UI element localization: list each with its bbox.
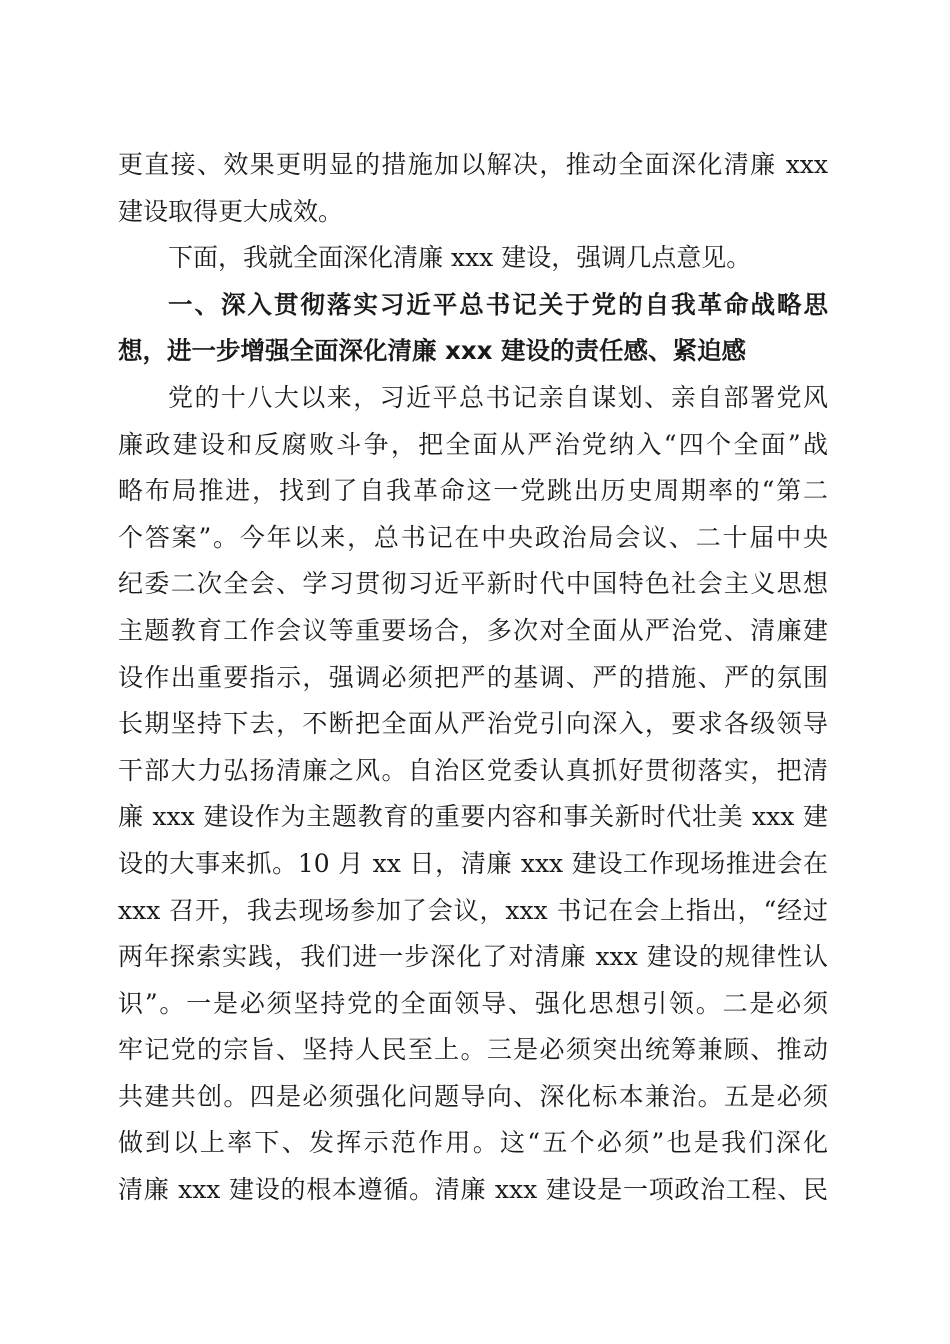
section-heading-1 [118, 282, 828, 375]
text-line: 主题教育工作会议等重要场合，多次对全面从严治党、清廉建 [118, 615, 828, 645]
text-line: 牢记党的宗旨、坚持人民至上。三是必须突出统筹兼顾、推动 [118, 1035, 828, 1065]
text-line: 长期坚持下去，不断把全面从严治党引向深入，要求各级领导 [118, 709, 828, 739]
text-line: 干部大力弘扬清廉之风。自治区党委认真抓好贯彻落实，把清 [118, 755, 828, 785]
heading-line: 想，进一步增强全面深化清廉 xxx 建设的责任感、紧迫感 [118, 336, 746, 366]
text-line: 纪委二次全会、学习贯彻习近平新时代中国特色社会主义思想 [118, 569, 828, 599]
text-line: 下面，我就全面深化清廉 xxx 建设，强调几点意见。 [168, 243, 752, 273]
heading-line: 一、深入贯彻落实习近平总书记关于党的自我革命战略思 [168, 289, 828, 319]
text-line: 建设取得更大成效。 [118, 196, 344, 226]
text-line: 两年探索实践，我们进一步深化了对清廉 xxx 建设的规律性认 [118, 942, 828, 972]
text-line: 廉政建设和反腐败斗争，把全面从严治党纳入“四个全面”战 [118, 429, 828, 459]
paragraph-continuation [118, 142, 828, 235]
paragraph-intro [118, 235, 828, 282]
text-line: 党的十八大以来，习近平总书记亲自谋划、亲自部署党风 [168, 382, 828, 412]
text-line: xxx 召开，我去现场参加了会议，xxx 书记在会上指出，“经过 [118, 895, 828, 925]
text-line: 个答案”。今年以来，总书记在中央政治局会议、二十届中央 [118, 522, 828, 552]
text-line: 识”。一是必须坚持党的全面领导、强化思想引领。二是必须 [118, 988, 828, 1018]
paragraph-body [118, 375, 828, 1214]
text-line: 廉 xxx 建设作为主题教育的重要内容和事关新时代壮美 xxx 建 [118, 802, 828, 832]
text-line: 共建共创。四是必须强化问题导向、深化标本兼治。五是必须 [118, 1081, 828, 1111]
text-line: 做到以上率下、发挥示范作用。这“五个必须”也是我们深化 [118, 1128, 828, 1158]
text-line: 设作出重要指示，强调必须把严的基调、严的措施、严的氛围 [118, 662, 828, 692]
document-page [118, 142, 828, 1214]
text-line: 略布局推进，找到了自我革命这一党跳出历史周期率的“第二 [118, 476, 828, 506]
text-line: 清廉 xxx 建设的根本遵循。清廉 xxx 建设是一项政治工程、民 [118, 1175, 828, 1205]
text-line: 更直接、效果更明显的措施加以解决，推动全面深化清廉 xxx [118, 150, 828, 179]
text-line: 设的大事来抓。10 月 xx 日，清廉 xxx 建设工作现场推进会在 [118, 848, 828, 878]
